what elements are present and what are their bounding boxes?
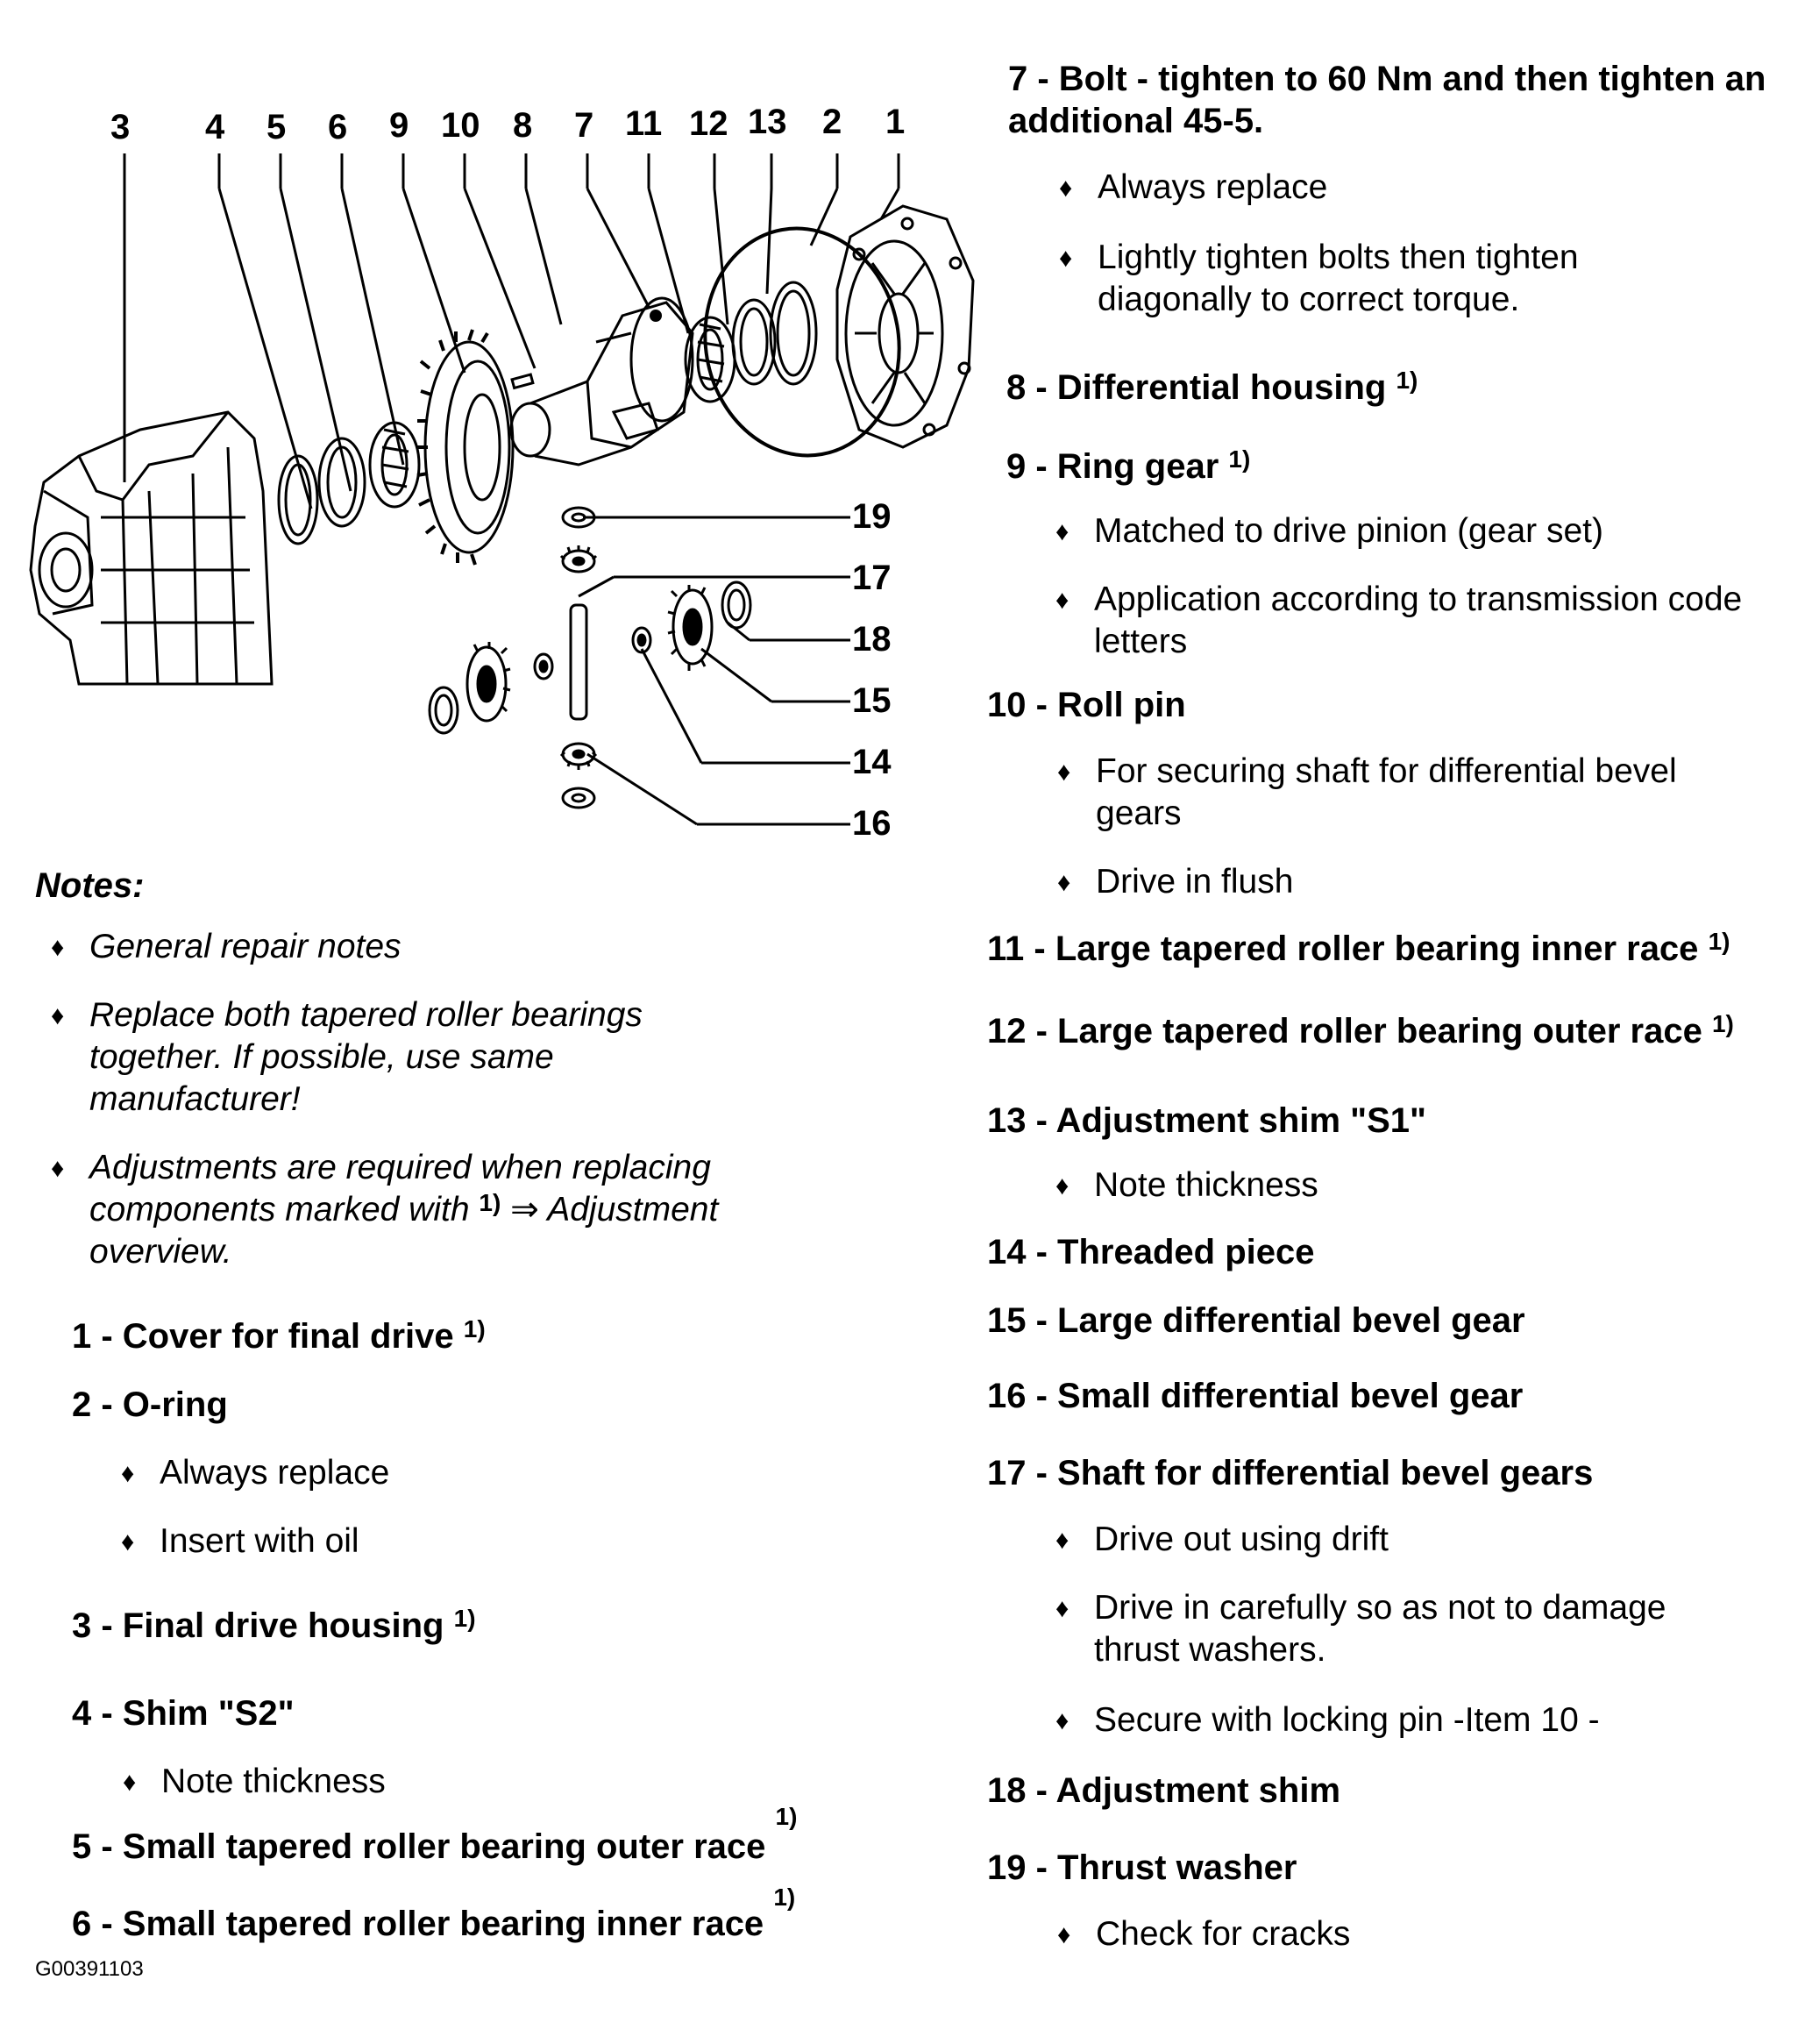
notes-title: Notes: (35, 866, 145, 905)
bullet-icon: ♦ (1059, 244, 1073, 273)
bullet-icon: ♦ (51, 1001, 65, 1030)
item-3-label: 3 - Final drive housing (72, 1606, 444, 1645)
item-1-label: 1 - Cover for final drive (72, 1317, 454, 1356)
item-14 (987, 1231, 1314, 1273)
item-4-bullet-1: Note thickness (161, 1763, 386, 1800)
item-4-label: 4 - Shim "S2" (72, 1694, 295, 1733)
adjustment-marker: 1) (479, 1189, 501, 1216)
bullet-icon: ♦ (1055, 1172, 1069, 1200)
bullet-icon: ♦ (121, 1528, 135, 1556)
item-15 (987, 1300, 1525, 1342)
item-17 (987, 1452, 1593, 1494)
item-7 (1008, 58, 1780, 142)
item-3-marker: 1) (453, 1605, 476, 1632)
item-2-label: 2 - O-ring (72, 1385, 228, 1424)
bullet-icon: ♦ (1057, 758, 1071, 787)
item-2 (72, 1384, 228, 1426)
item-9-bullet-1: Matched to drive pinion (gear set) (1094, 512, 1603, 550)
item-19 (987, 1847, 1297, 1889)
item-18 (987, 1770, 1340, 1812)
item-11-label: 11 - Large tapered roller bearing inner race (987, 929, 1699, 968)
bullet-icon: ♦ (1055, 517, 1069, 546)
item-6-label: 6 - Small tapered roller bearing inner race (72, 1905, 764, 1943)
item-14-label: 14 - Threaded piece (987, 1233, 1315, 1271)
callout-13: 13 (748, 103, 787, 141)
callout-19: 19 (852, 497, 892, 536)
item-8-marker: 1) (1396, 367, 1418, 394)
item-5-label: 5 - Small tapered roller bearing outer race (72, 1827, 766, 1866)
bullet-icon: ♦ (1055, 1706, 1069, 1735)
bullet-icon: ♦ (121, 1459, 135, 1488)
callout-8: 8 (513, 106, 533, 145)
note-2: Replace both tapered roller bearings together. If possible, use same manufacturer! (89, 996, 643, 1118)
item-3 (72, 1605, 476, 1647)
callout-9: 9 (389, 106, 409, 145)
item-18-label: 18 - Adjustment shim (987, 1771, 1341, 1810)
item-8 (1006, 367, 1418, 409)
bullet-icon: ♦ (1057, 1920, 1071, 1949)
item-9-marker: 1) (1228, 445, 1251, 473)
note-3 (89, 1147, 817, 1273)
callout-11: 11 (625, 104, 663, 143)
item-4 (72, 1692, 295, 1734)
figure-code: G00391103 (35, 1957, 144, 1981)
callout-4: 4 (205, 108, 225, 146)
bullet-icon: ♦ (1055, 1526, 1069, 1555)
item-7-bullet-1: Always replace (1098, 168, 1328, 206)
callout-5: 5 (266, 108, 287, 146)
note-1: General repair notes (89, 928, 402, 965)
item-5 (72, 1803, 798, 1868)
item-11 (987, 928, 1730, 970)
item-9 (1006, 445, 1250, 488)
bullet-icon: ♦ (1055, 1594, 1069, 1623)
item-13-label: 13 - Adjustment shim "S1" (987, 1101, 1426, 1140)
item-10-label: 10 - Roll pin (987, 686, 1186, 724)
item-15-label: 15 - Large differential bevel gear (987, 1301, 1525, 1340)
item-2-bullet-1: Always replace (160, 1454, 390, 1492)
callout-17: 17 (852, 559, 892, 597)
callout-15: 15 (852, 681, 892, 720)
item-1-marker: 1) (463, 1315, 486, 1342)
callout-7: 7 (574, 106, 594, 145)
bullet-icon: ♦ (1057, 868, 1071, 897)
callout-14: 14 (852, 743, 892, 781)
item-6 (72, 1884, 796, 1945)
item-7-label: 7 - Bolt - tighten to 60 Nm and then tighten an additional 45-5. (1008, 60, 1766, 140)
item-9-label: 9 - Ring gear (1006, 447, 1219, 486)
item-17-bullet-2: Drive in carefully so as not to damage thrust washers. (1094, 1589, 1666, 1669)
bullet-icon: ♦ (51, 933, 65, 962)
item-2-bullet-2: Insert with oil (160, 1522, 359, 1560)
item-5-marker: 1) (775, 1803, 798, 1830)
callout-10: 10 (441, 106, 480, 145)
item-9-bullet-2: Application according to transmission code letters (1094, 580, 1743, 660)
callout-6: 6 (328, 108, 348, 146)
callout-3: 3 (110, 108, 131, 146)
item-13-bullet-1: Note thickness (1094, 1166, 1318, 1204)
item-10-bullet-1: For securing shaft for differential bevel gears (1096, 752, 1677, 832)
item-10 (987, 684, 1186, 726)
callout-2: 2 (822, 103, 842, 141)
item-8-label: 8 - Differential housing (1006, 368, 1387, 407)
bullet-icon: ♦ (1055, 586, 1069, 615)
item-7-bullet-2: Lightly tighten bolts then tighten diagonally to correct torque. (1098, 239, 1579, 318)
note-3-link[interactable]: ⇒ Adjustment overview. (89, 1191, 719, 1271)
bullet-icon: ♦ (51, 1154, 65, 1183)
item-10-bullet-2: Drive in flush (1096, 863, 1294, 901)
item-12 (987, 1010, 1734, 1052)
callout-18: 18 (852, 620, 892, 659)
item-17-bullet-3: Secure with locking pin -Item 10 - (1094, 1701, 1600, 1739)
item-13 (987, 1100, 1426, 1142)
item-12-label: 12 - Large tapered roller bearing outer race (987, 1012, 1702, 1050)
item-17-bullet-1: Drive out using drift (1094, 1521, 1389, 1558)
item-12-marker: 1) (1711, 1010, 1734, 1037)
exploded-diagram (18, 79, 982, 868)
bullet-icon: ♦ (123, 1768, 137, 1797)
item-16-label: 16 - Small differential bevel gear (987, 1377, 1524, 1415)
note-3-text: Adjustments are required when replacing components marked with (89, 1149, 711, 1229)
item-16 (987, 1375, 1523, 1417)
callout-12: 12 (689, 104, 728, 143)
item-17-label: 17 - Shaft for differential bevel gears (987, 1454, 1594, 1492)
bullet-icon: ♦ (1059, 174, 1073, 203)
item-19-label: 19 - Thrust washer (987, 1848, 1297, 1887)
item-1 (72, 1315, 486, 1357)
item-19-bullet-1: Check for cracks (1096, 1915, 1351, 1953)
callout-1: 1 (885, 103, 906, 141)
callout-16: 16 (852, 804, 892, 843)
item-11-marker: 1) (1708, 928, 1730, 955)
item-6-marker: 1) (773, 1884, 796, 1911)
